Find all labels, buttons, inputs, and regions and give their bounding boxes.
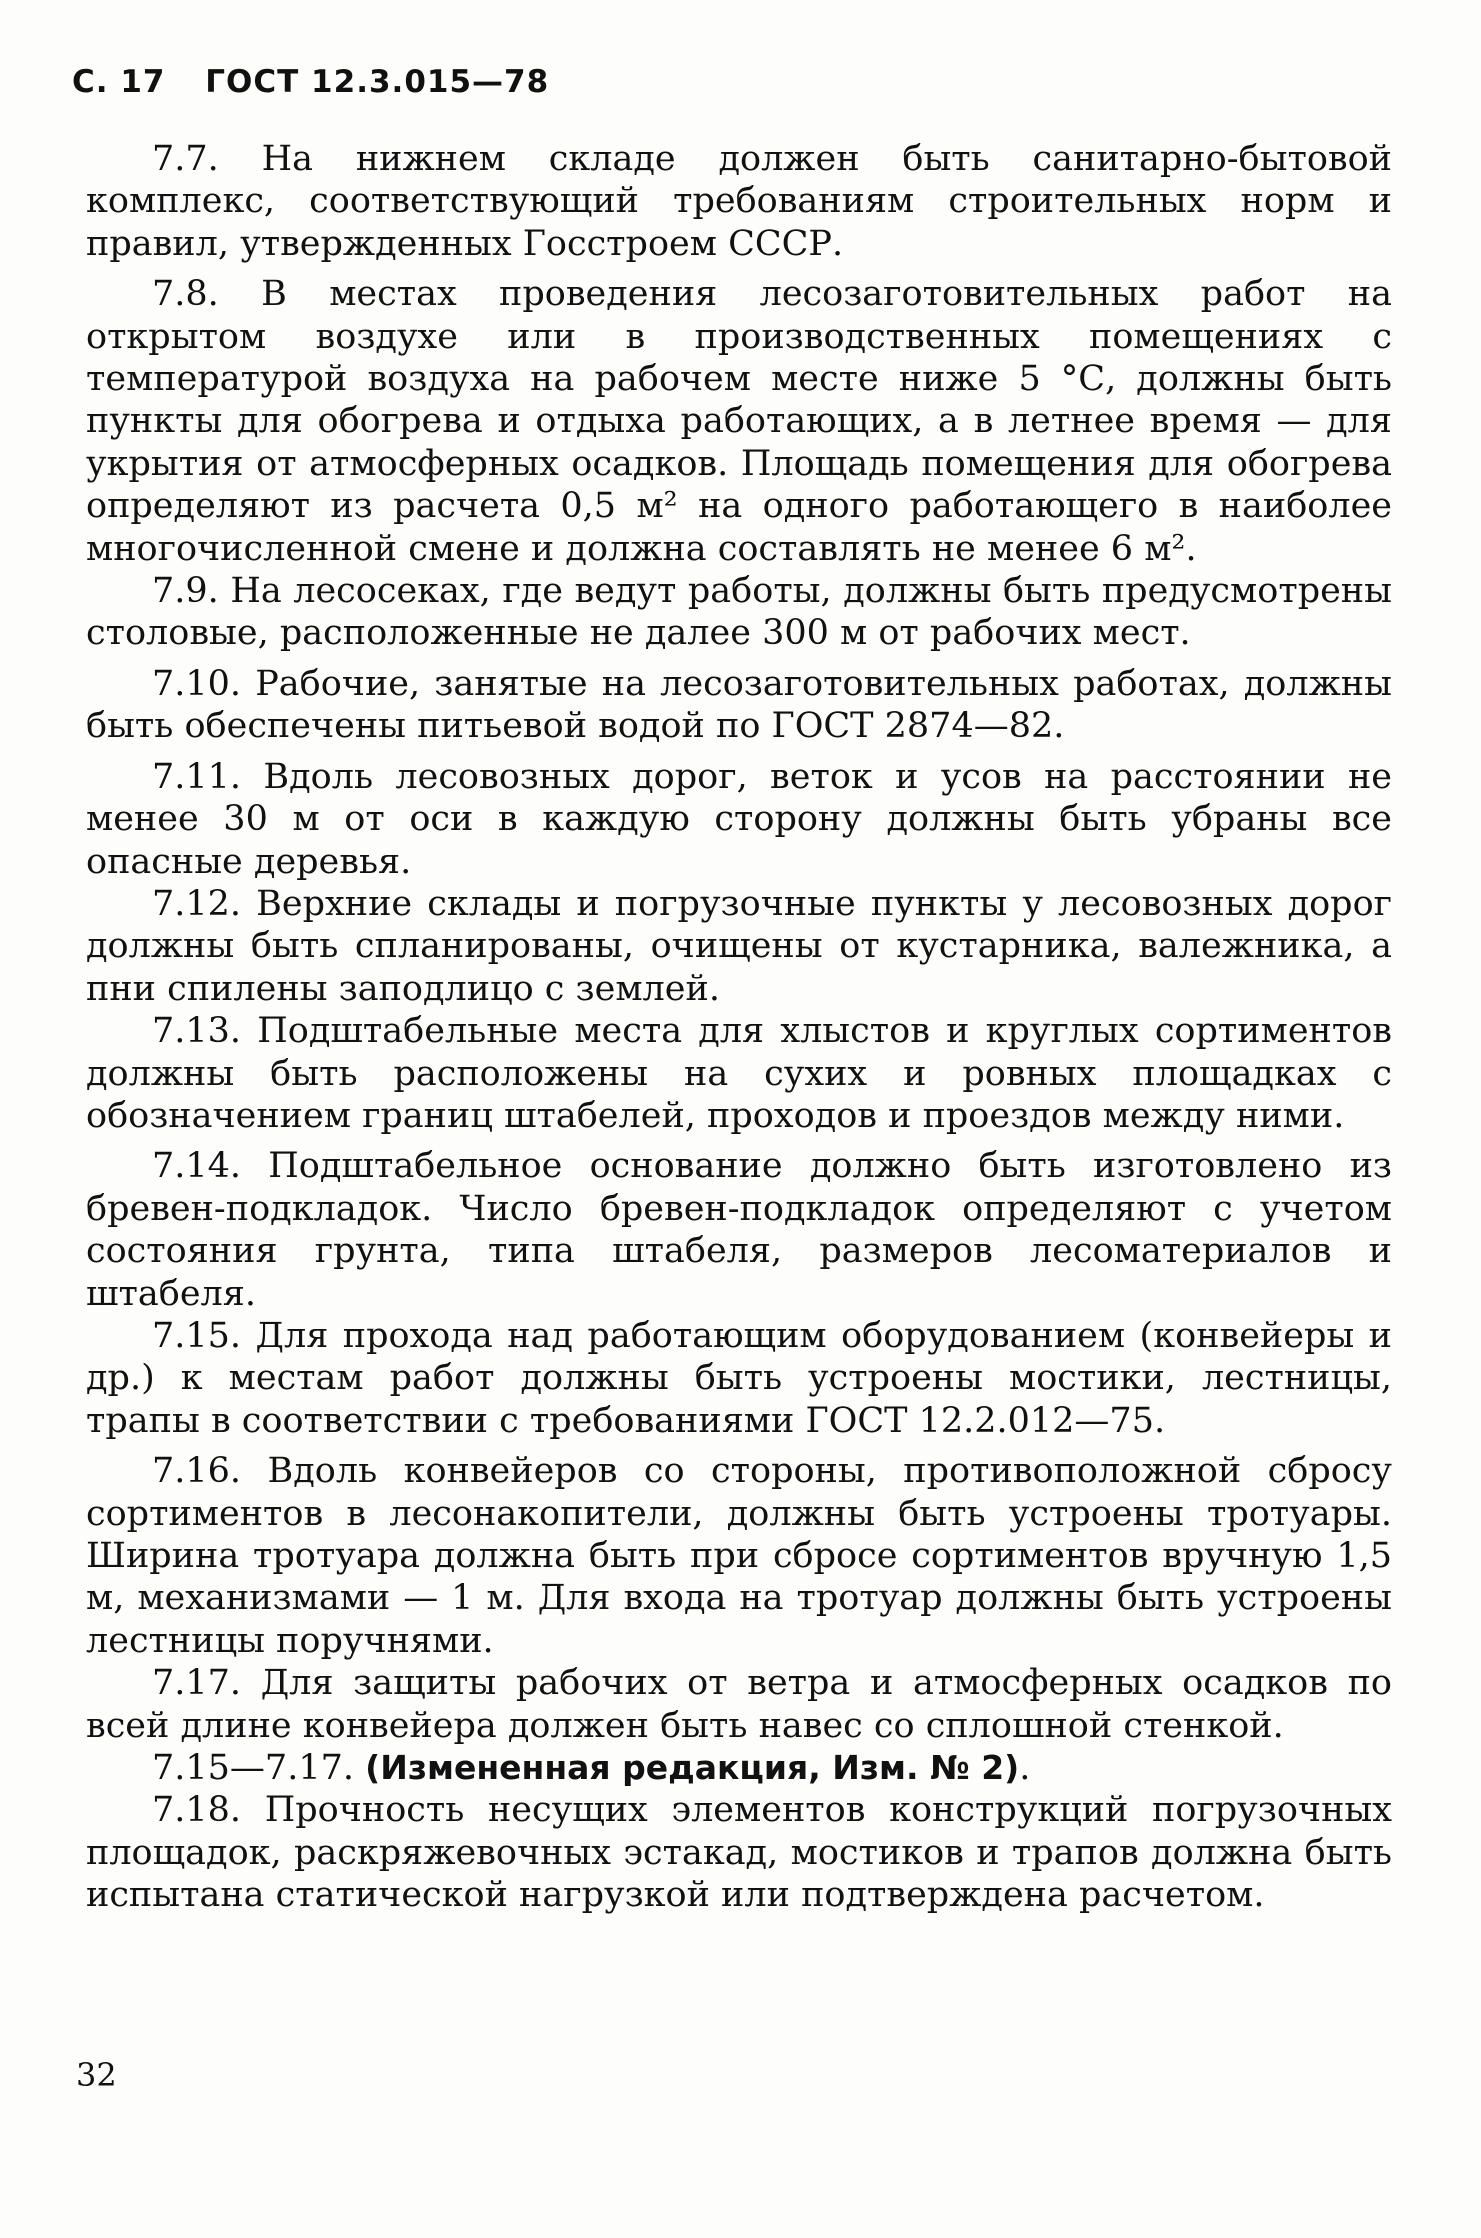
running-header [72,64,549,100]
paragraph-7-15: 7.15. Для прохода над работающим оборудованием (конвейеры и др.) к местам работ должны быть устроены мостики, лестницы, трапы в соответствии с требованиями ГОСТ 12.2.012—75. [86,1315,1392,1441]
header-page-ref: С. 17 [72,64,166,100]
amendment-note [86,1747,1392,1789]
header-standard-id: ГОСТ 12.3.015—78 [205,64,550,100]
paragraph-7-16: 7.16. Вдоль конвейеров со стороны, противоположной сбросу сортиментов в лесонакопители, должны быть устроены тротуары. Ширина тротуара должна быть при сбросе сортиментов вручную 1,5 м, механизмами — 1 м. Для входа на тротуар должны быть устроены лестницы поручнями. [86,1451,1392,1661]
paragraph-7-8: 7.8. В местах проведения лесозаготовительных работ на открытом воздухе или в производственных помещениях с температурой воздуха на рабочем месте ниже 5 °С, должны быть пункты для обогрева и отдыха работающих, а в летнее время — для укрытия от атмосферных осадков. Площадь помещения для обогрева определяют из расчета 0,5 м² на одного работающего в наиболее многочисленной смене и должна составлять не менее 6 м². [86,274,1392,569]
paragraph-7-9: 7.9. На лесосеках, где ведут работы, должны быть предусмотрены столовые, расположенные не далее 300 м от рабочих мест. [86,571,1392,654]
body-text [86,138,1392,1917]
amendment-emphasis: (Измененная редакция, Изм. № 2) [365,1748,1020,1788]
paragraph-7-14: 7.14. Подштабельное основание должно быть изготовлено из бревен-подкладок. Число бревен-подкладок определяют с учетом состояния грунта, типа штабеля, размеров лесоматериалов и штабеля. [86,1146,1392,1314]
paragraph-7-18: 7.18. Прочность несущих элементов конструкций погрузочных площадок, раскряжевочных эстакад, мостиков и трапов должна быть испытана статической нагрузкой или подтверждена расчетом. [86,1790,1392,1916]
amendment-clauses: 7.15—7.17. [152,1748,354,1789]
paragraph-7-13: 7.13. Подштабельные места для хлыстов и круглых сортиментов должны быть расположены на сухих и ровных площадках с обозначением границ штабелей, проходов и проездов между ними. [86,1011,1392,1136]
paragraph-7-17: 7.17. Для защиты рабочих от ветра и атмосферных осадков по всей длине конвейера должен быть навес со сплошной стенкой. [86,1663,1392,1746]
paragraph-7-7: 7.7. На нижнем складе должен быть санитарно-бытовой комплекс, соответствующий требованиям строительных норм и правил, утвержденных Госстроем СССР. [86,139,1392,264]
page-number: 32 [76,2056,117,2094]
paragraph-7-10: 7.10. Рабочие, занятые на лесозаготовительных работах, должны быть обеспечены питьевой водой по ГОСТ 2874—82. [86,663,1392,747]
amendment-tail: . [1019,1748,1031,1789]
paragraph-7-12: 7.12. Верхние склады и погрузочные пункты у лесовозных дорог должны быть спланированы, очищены от кустарника, валежника, а пни спилены заподлицо с землей. [86,883,1392,1009]
paragraph-7-11: 7.11. Вдоль лесовозных дорог, веток и усов на расстоянии не менее 30 м от оси в каждую сторону должны быть убраны все опасные деревья. [86,756,1392,882]
